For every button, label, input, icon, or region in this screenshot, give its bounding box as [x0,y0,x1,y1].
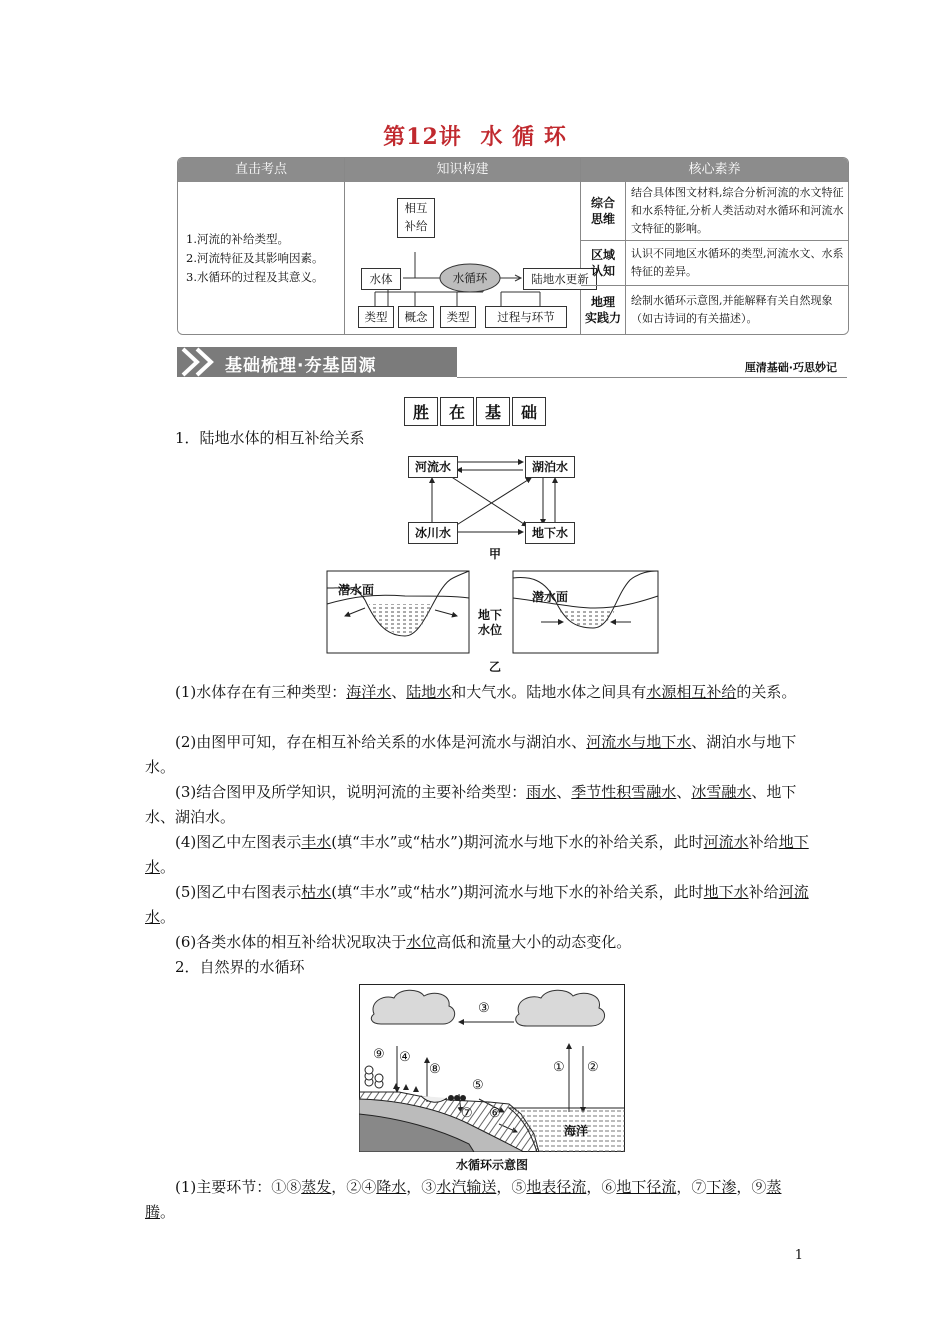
literacy-label [581,241,626,285]
header-exam-points: 直击考点 [178,158,344,182]
title-char: 环 [543,124,567,150]
answer-blank: 季节性积雪融水 [571,783,677,801]
literacy-label [581,286,626,334]
subtitle-char: 础 [512,397,546,426]
literacy-row [581,286,848,334]
water-cycle-figure [359,984,625,1152]
subtitle [0,397,950,426]
paragraph: (6)各类水体的相互补给状况取决于水位高低和流量大小的动态变化。 [175,933,632,951]
header-knowledge: 知识构建 [345,158,580,182]
label-8: ⑧ [429,1062,441,1077]
label-text: 水位 [478,623,503,637]
sea-label: 海洋 [564,1124,589,1138]
paragraph: (4)图乙中左图表示丰水(填“丰水”或“枯水”)期河流水与地下水的补给关系，此时河流水补给地下水。 [145,833,809,876]
header-literacy: 核心素养 [581,158,848,182]
answer-blank: 水汽输送 [436,1178,497,1196]
knowledge-mutual-supply [397,198,435,238]
literacy-row [581,182,848,241]
subtitle-char: 胜 [404,397,438,426]
groundwater-level-label [478,608,502,638]
map-text: 相互 [404,201,428,215]
map-text: 补给 [404,219,428,233]
answer-blank: 海洋水 [346,683,392,701]
answer-blank: 陆地水 [406,683,452,701]
label-7: ⑦ [461,1106,473,1121]
phreatic-label-right: 潜水面 [532,590,569,604]
river-water-box: 河流水 [408,456,458,478]
literacy-text: 认识不同地区水循环的类型,河流水文、水系特征的差异。 [631,247,844,278]
figure-yi-caption: 乙 [488,660,501,674]
subtitle-char: 在 [440,397,474,426]
figure-jia [405,454,580,544]
answer-blank: 河流水 [703,833,749,851]
banner-subtitle: 厘清基础·巧思妙记 [744,361,837,374]
glacier-water-box: 冰川水 [408,522,458,544]
knowledge-concept: 概念 [398,306,434,328]
label-1: ① [553,1060,565,1075]
exam-point: 1.河流的补给类型。 [186,232,289,246]
answer-blank: 水位 [406,933,437,951]
chevron-icon [177,345,227,379]
answer-blank: 地下径流 [616,1178,677,1196]
answer-blank: 地表径流 [526,1178,587,1196]
label-text: 认知 [590,264,615,278]
label-6: ⑥ [489,1106,501,1121]
label-9: ⑨ [373,1047,385,1062]
answer-blank: 冰雪融水 [691,783,752,801]
literacy-column [581,182,848,334]
section1-heading: 1．陆地水体的相互补给关系 [175,429,365,447]
label-4: ④ [399,1050,411,1065]
phreatic-label-left: 潜水面 [338,583,375,597]
answer-blank: 蒸腾 [145,1178,782,1221]
knowledge-type: 类型 [358,306,394,328]
knowledge-land-water-renew: 陆地水更新 [523,268,597,290]
answer-blank: 蒸发 [301,1178,332,1196]
paragraph: (5)图乙中右图表示枯水(填“丰水”或“枯水”)期河流水与地下水的补给关系，此时地下水补给河流水。 [145,883,809,926]
answer-blank: 下渗 [706,1178,737,1196]
answer-blank: 降水 [376,1178,407,1196]
knowledge-water-body: 水体 [361,268,401,290]
title-char: 循 [512,124,536,150]
exam-point: 2.河流特征及其影响因素。 [186,251,324,265]
ground-water-box: 地下水 [525,522,575,544]
answer-blank: 地下水 [703,883,749,901]
answer-blank: 水源相互补给 [646,683,737,701]
figure-yi [325,566,660,656]
paragraph: (1)水体存在有三种类型：海洋水、陆地水和大气水。陆地水体之间具有水源相互补给的关系。 [175,683,797,701]
lesson-number: 第12讲 [383,124,462,150]
answer-blank: 地下水 [145,833,809,876]
section2-heading: 2．自然界的水循环 [175,958,305,976]
exam-point: 3.水循环的过程及其意义。 [186,270,324,284]
water-cycle-caption: 水循环示意图 [455,1158,528,1172]
answer-blank: 丰水 [301,833,332,851]
subtitle-char: 基 [476,397,510,426]
lake-water-box: 湖泊水 [525,456,575,478]
label-text: 综合 [590,196,615,210]
knowledge-process: 过程与环节 [485,306,567,328]
label-text: 实践力 [584,311,621,325]
answer-blank: 河流水 [145,883,809,926]
literacy-label [581,182,626,240]
knowledge-water-cycle: 水循环 [452,271,488,285]
section-banner [177,345,847,379]
literacy-text: 绘制水循环示意图,并能解释有关自然现象（如古诗词的有关描述）。 [631,294,833,325]
paragraph: (2)由图甲可知，存在相互补给关系的水体是河流水与湖泊水、河流水与地下水、湖泊水与地下水。 [145,733,797,776]
label-text: 地下 [478,608,503,622]
label-text: 思维 [590,212,615,226]
label-text: 区域 [590,248,615,262]
answer-blank: 枯水 [301,883,332,901]
knowledge-type: 类型 [440,306,476,328]
page-number: 1 [794,1248,803,1263]
title-char: 水 [480,124,504,150]
figure-jia-caption: 甲 [488,547,501,561]
page-title [0,120,950,151]
label-5: ⑤ [472,1078,484,1093]
paragraph: (3)结合图甲及所学知识，说明河流的主要补给类型：雨水、季节性积雪融水、冰雪融水、地下水、湖泊水。 [145,783,797,826]
label-2: ② [587,1060,599,1075]
exam-points [186,230,323,287]
answer-blank: 河流水与地下水 [586,733,692,751]
paragraph: (1)主要环节：①⑧蒸发，②④降水，③水汽输送，⑤地表径流，⑥地下径流，⑦下渗，⑨蒸腾。 [145,1178,782,1221]
label-3: ③ [478,1001,490,1016]
literacy-row [581,241,848,286]
label-text: 地理 [590,295,615,309]
knowledge-map [345,182,589,334]
literacy-text: 结合具体图文材料,综合分析河流的水文特征和水系特征,分析人类活动对水循环和河流水文特征的影响。 [631,186,844,235]
overview-table [177,157,849,335]
banner-title: 基础梳理·夯基固源 [225,356,377,376]
answer-blank: 雨水 [526,783,557,801]
